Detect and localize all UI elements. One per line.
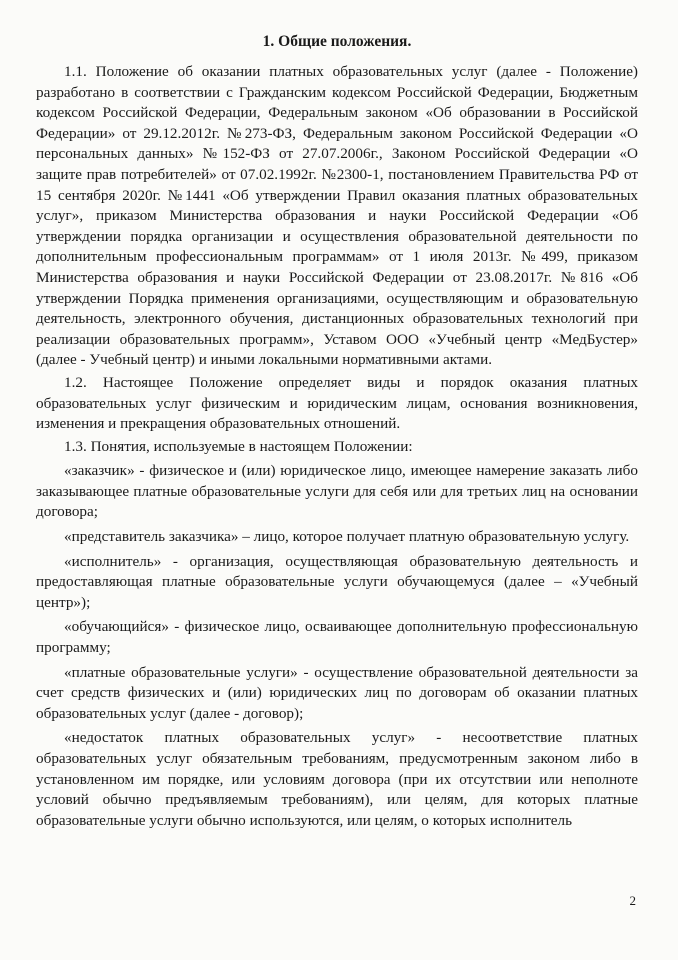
definition-student: «обучающийся» - физическое лицо, осваивающее дополнительную профессиональную программу; [36, 618, 638, 657]
page-number: 2 [629, 893, 636, 908]
definition-service-deficiency: «недостаток платных образовательных услуг» - несоответствие платных образовательных услуг обязательным требованиям, предусмотренным законом либо в установленном им порядке, или условиям договора (при их отсутствии или неполноте условий обычно предъявляемым требованиям), или целям, для которых платные образовательные услуги обычно используются, или целям, о которых исполнитель [36, 729, 638, 829]
definition-contractor: «исполнитель» - организация, осуществляющая образовательную деятельность и предоставляющая платные образовательные услуги обучающемуся (далее – «Учебный центр»); [36, 552, 638, 611]
definition-customer: «заказчик» - физическое и (или) юридическое лицо, имеющее намерение заказать либо заказывающее платные образовательные услуги для себя или для третьих лиц на основании договора; [36, 462, 638, 521]
definition-customer-representative: «представитель заказчика» – лицо, которое получает платную образовательную услугу. [64, 528, 630, 546]
paragraph-1-3: 1.3. Понятия, используемые в настоящем Положении: [64, 437, 413, 455]
definition-paid-services: «платные образовательные услуги» - осуществление образовательной деятельности за счет средств физических и (или) юридических лиц по договорам об оказании платных образовательных услуг (далее - договор); [36, 663, 638, 722]
paragraph-1-1: 1.1. Положение об оказании платных образовательных услуг (далее - Положение) разработано в соответствии с Гражданским кодексом Российской Федерации, Бюджетным кодексом Российской Федерации, Федеральным законом «Об образовании в Российской Федерации» от 29.12.2012г. №273-ФЗ, Федеральным законом Российской Федерации «О персональных данных» №152-ФЗ от 27.07.2006г., Законом Российской Федерации «О защите прав потребителей» от 07.02.1992г. №2300-1, постановлением Правительства РФ от 15 сентября 2020г. №1441 «Об утверждении Правил оказания платных образовательных услуг», приказом Министерства образования и науки Российской Федерации «Об утверждении порядка организации и осуществления образовательной деятельности по дополнительным профессиональным программам» от 1 июля 2013г. №499, приказом Министерства образования и науки Российской Федерации от 23.08.2017г. №816 «Об утверждении Порядка применения организациями, осуществляющим и образовательную деятельность, электронного обучения, дистанционных образовательных технологий при реализации образовательных программ», Уставом ООО «Учебный центр «МедБустер» (далее - Учебный центр) и иными локальными нормативными актами. [36, 63, 638, 369]
section-title: 1. Общие положения. [262, 33, 412, 50]
paragraph-1-2: 1.2. Настоящее Положение определяет виды и порядок оказания платных образовательных услуг физическим и юридическим лицам, основания возникновения, изменения и прекращения образовательных отношений. [36, 373, 638, 433]
